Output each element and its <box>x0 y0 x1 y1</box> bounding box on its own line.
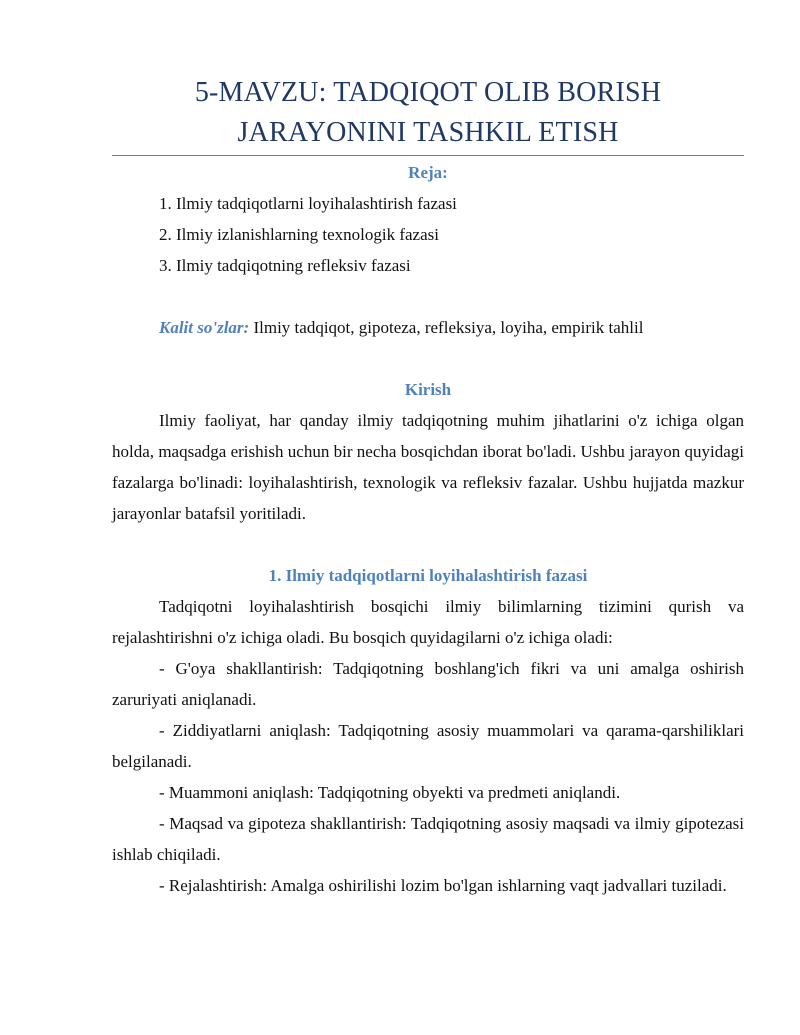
plan-list <box>112 188 744 281</box>
section1-paragraph-2: - G'oya shakllantirish: Tadqiqotning boshlang'ich fikri va uni amalga oshirish zaruriyati aniqlanadi. <box>112 659 744 709</box>
plan-item-2: 2. Ilmiy izlanishlarning texnologik fazasi <box>159 225 439 244</box>
plan-item-1: 1. Ilmiy tadqiqotlarni loyihalashtirish fazasi <box>159 194 457 213</box>
section1-paragraph-4: - Muammoni aniqlash: Tadqiqotning obyekti va predmeti aniqlandi. <box>159 783 621 802</box>
intro-paragraph: Ilmiy faoliyat, har qanday ilmiy tadqiqotning muhim jihatlarini o'z ichiga olgan holda, maqsadga erishish uchun bir necha bosqichdan iborat bo'ladi. Ushbu jarayon quyidagi fazalarga bo'linadi: loyihalashtirish, texnologik va refleksiv fazalar. Ushbu hujjatda mazkur jarayonlar batafsil yoritiladi. <box>112 411 744 523</box>
title-line-1: 5-MAVZU: TADQIQOT OLIB BORISH <box>194 77 662 108</box>
document-page <box>112 0 744 901</box>
keywords-paragraph <box>112 312 744 343</box>
plan-item-3: 3. Ilmiy tadqiqotning refleksiv fazasi <box>159 256 411 275</box>
section1-paragraph-3: - Ziddiyatlarni aniqlash: Tadqiqotning asosiy muammolari va qarama-qarshiliklari belgilanadi. <box>112 721 744 771</box>
intro-heading: Kirish <box>404 380 452 399</box>
keywords-text: Ilmiy tadqiqot, gipoteza, refleksiya, loyiha, empirik tahlil <box>249 318 644 337</box>
section1-paragraph-1: Tadqiqotni loyihalashtirish bosqichi ilmiy bilimlarning tizimini qurish va rejalashtirishni o'z ichiga oladi. Bu bosqich quyidagilarni o'z ichiga oladi: <box>112 597 744 647</box>
section1-paragraph-6: - Rejalashtirish: Amalga oshirilishi lozim bo'lgan ishlarning vaqt jadvallari tuziladi. <box>159 876 727 895</box>
section1-paragraph-5: - Maqsad va gipoteza shakllantirish: Tadqiqotning asosiy maqsadi va ilmiy gipotezasi ishlab chiqiladi. <box>112 814 744 864</box>
title-line-2: JARAYONINI TASHKIL ETISH <box>237 117 619 148</box>
keywords-label: Kalit so'zlar: <box>159 318 250 337</box>
section1-heading: 1. Ilmiy tadqiqotlarni loyihalashtirish fazasi <box>268 566 588 585</box>
document-title <box>112 0 744 153</box>
plan-heading: Reja: <box>408 163 448 182</box>
